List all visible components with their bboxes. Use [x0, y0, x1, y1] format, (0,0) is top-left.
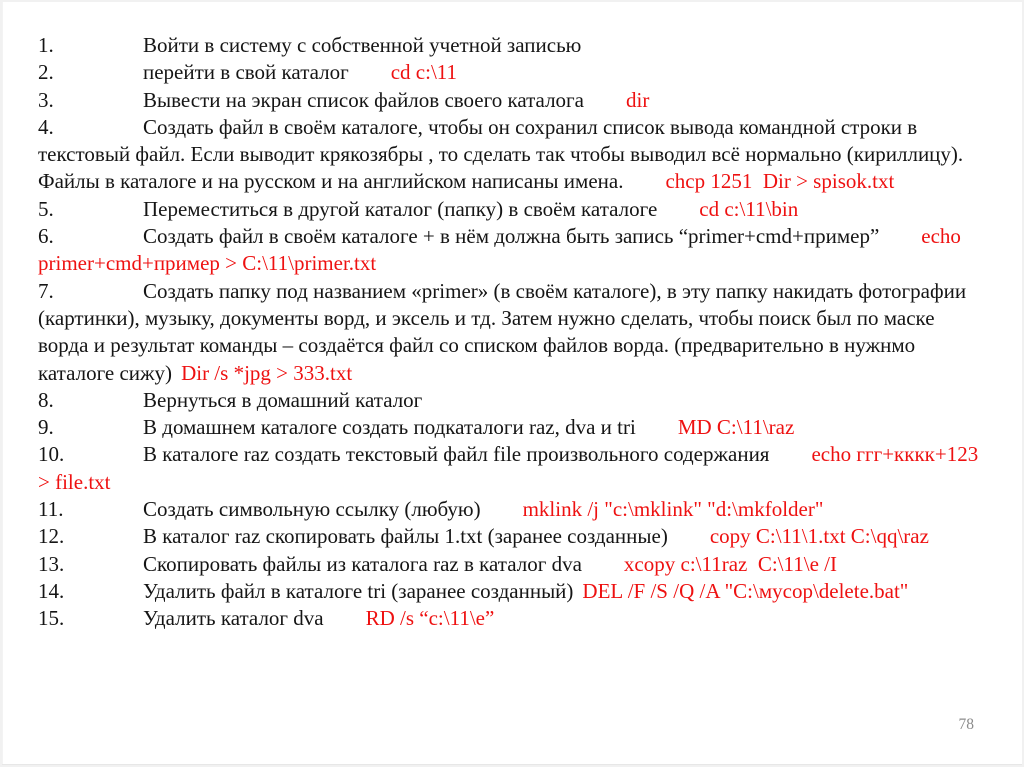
task-text: Вывести на экран список файлов своего каталога [143, 87, 584, 112]
list-item [38, 441, 988, 496]
command-text: DEL /F /S /Q /A "C:\мусор\delete.bat" [582, 578, 909, 603]
list-item [38, 196, 988, 223]
task-text: Создать файл в своём каталоге, чтобы он сохранил список вывода командной строки в текстовый файл. Если выводит крякозябры , то сделать так чтобы выводил всё нормально (кириллицу). Файлы в каталоге и на русском и на английском написаны имена. [38, 114, 964, 194]
list-item [38, 523, 988, 550]
task-text: Создать символьную ссылку (любую) [143, 497, 481, 522]
command-text: echo ггг+кккк+123 > file.txt [38, 442, 979, 494]
list-item [38, 114, 988, 196]
item-number: 8. [38, 387, 54, 412]
task-text: Вернуться в домашний каталог [143, 387, 423, 412]
task-text: Создать файл в своём каталоге + в нём должна быть запись “primer+cmd+пример” [143, 224, 880, 249]
item-number: 5. [38, 196, 54, 221]
list-item [38, 387, 988, 414]
task-text: Скопировать файлы из каталога raz в каталог dva [143, 551, 582, 576]
list-item [38, 551, 988, 578]
command-text: dir [625, 87, 650, 112]
list-item [38, 32, 988, 59]
task-text: В каталоге raz создать текстовый файл file произвольного содержания [143, 442, 770, 467]
item-number: 6. [38, 224, 54, 249]
list-item [38, 414, 988, 441]
command-text: Dir /s *jpg > 333.txt [181, 360, 353, 385]
item-number: 7. [38, 278, 54, 303]
command-text: chcp 1251 Dir > spisok.txt [665, 169, 895, 194]
task-text: Удалить файл в каталоге tri (заранее созданный) [143, 578, 574, 603]
list-item [38, 87, 988, 114]
task-text: Войти в систему с собственной учетной записью [143, 33, 582, 57]
item-number: 3. [38, 87, 54, 112]
task-text: Переместиться в другой каталог (папку) в своём каталоге [143, 196, 658, 221]
command-text: cd c:\11 [390, 60, 458, 85]
command-text: mklink /j "c:\mklink" "d:\mkfolder" [522, 497, 824, 522]
task-text: Удалить каталог dva [143, 606, 324, 631]
item-number: 14. [38, 578, 65, 603]
list-item [38, 223, 988, 278]
task-text: перейти в свой каталог [143, 60, 349, 85]
item-number: 2. [38, 60, 54, 85]
command-text: xcopy c:\11raz C:\11\e /I [623, 551, 837, 576]
item-number: 15. [38, 606, 65, 631]
task-text: В каталог raz скопировать файлы 1.txt (заранее созданные) [143, 524, 668, 549]
list-item [38, 605, 988, 632]
list-item [38, 59, 988, 86]
list-item [38, 578, 988, 605]
task-text: В домашнем каталоге создать подкаталоги raz, dva и tri [143, 415, 636, 440]
item-number: 10. [38, 442, 65, 467]
task-list [38, 32, 988, 633]
command-text: MD C:\11\raz [677, 415, 795, 440]
list-item [38, 496, 988, 523]
item-number: 4. [38, 114, 54, 139]
item-number: 11. [38, 497, 64, 522]
item-number: 12. [38, 524, 65, 549]
command-text: echo primer+cmd+пример > C:\11\primer.txt [38, 224, 961, 276]
item-number: 9. [38, 415, 54, 440]
page-number: 78 [958, 716, 974, 733]
item-number: 1. [38, 33, 54, 57]
item-number: 13. [38, 551, 65, 576]
task-text: Создать папку под названием «primer» (в своём каталоге), в эту папку накидать фотографии (картинки), музыку, документы ворд, и эксель и тд. Затем нужно сделать, чтобы поиск был по маске ворда и результат команды – создаётся файл со списком файлов ворда. (предварительно в нужнмо каталоге сижу) [38, 278, 967, 385]
command-text: RD /s “c:\11\e” [365, 606, 495, 631]
command-text: copy C:\11\1.txt C:\qq\raz [709, 524, 929, 549]
command-text: cd c:\11\bin [699, 196, 799, 221]
list-item [38, 278, 988, 387]
